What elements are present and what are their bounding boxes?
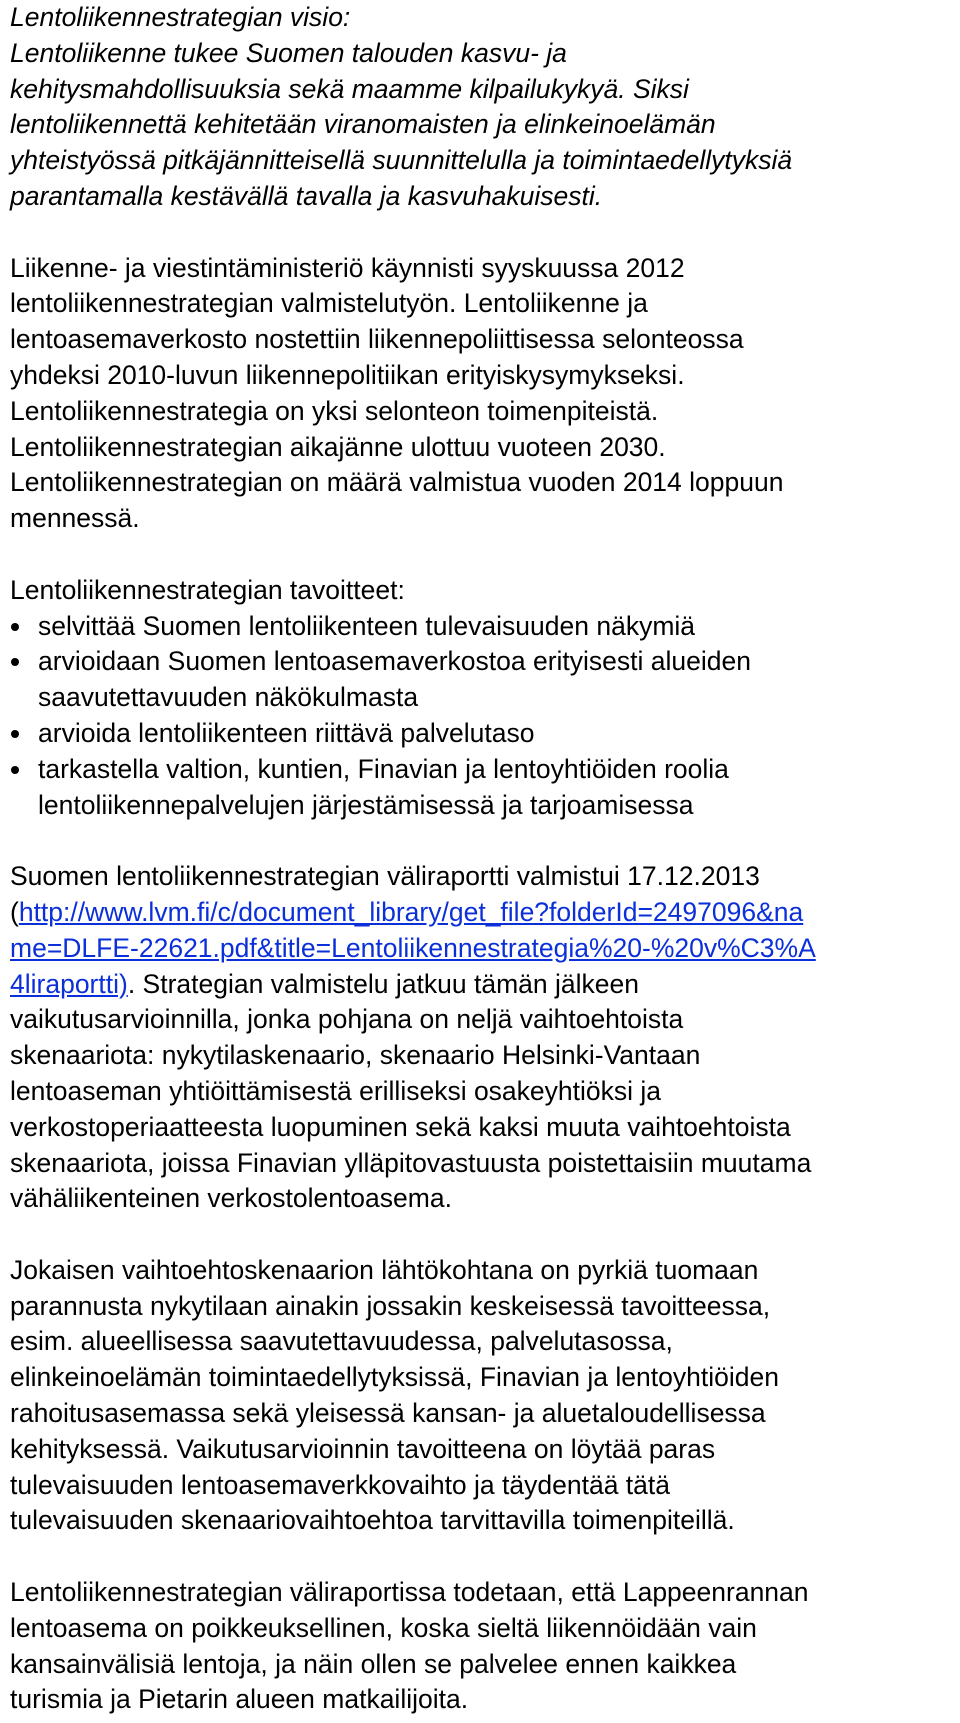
vision-paragraph (10, 0, 950, 215)
goals-item-line: saavutettavuuden näkökulmasta (38, 682, 419, 713)
goals-item-line: lentoliikennepalvelujen järjestämisessä ja tarjoamisessa (38, 789, 694, 820)
report-link-part-2[interactable]: me=DLFE-22621.pdf&title=Lentoliikennestrategia%20-%20v%C3%A (10, 932, 816, 963)
goals-item-line: arvioida lentoliikenteen riittävä palvelutaso (38, 717, 535, 748)
intro-line: Liikenne- ja viestintäministeriö käynnisti syyskuussa 2012 (10, 252, 685, 283)
scenarios-line: tulevaisuuden skenaariovaihtoehtoa tarvittavilla toimenpiteillä. (10, 1505, 735, 1536)
vision-line: parantamalla kestävällä tavalla ja kasvuhakuisesti. (10, 180, 603, 211)
intro-line: Lentoliikennestrategian aikajänne ulottuu vuoteen 2030. (10, 431, 666, 462)
vision-line: Lentoliikenne tukee Suomen talouden kasvu- ja (10, 37, 567, 68)
vision-line: yhteistyössä pitkäjännitteisellä suunnittelulla ja toimintaedellytyksiä (10, 145, 793, 176)
bullet-icon (11, 730, 19, 738)
vision-line: kehitysmahdollisuuksia sekä maamme kilpailukykyä. Siksi (10, 73, 689, 104)
report-after-link: . Strategian valmistelu jatkuu tämän jälkeen (127, 968, 639, 999)
goals-heading: Lentoliikennestrategian tavoitteet: (10, 574, 405, 605)
intro-line: lentoliikennestrategian valmistelutyön. Lentoliikenne ja (10, 288, 648, 319)
report-link-line (10, 931, 950, 967)
report-line: skenaariota, joissa Finavian ylläpitovastuusta poistettaisiin muutama (10, 1147, 812, 1178)
paragraph-gap (10, 215, 950, 251)
goals-item-line: selvittää Suomen lentoliikenteen tulevaisuuden näkymiä (38, 610, 696, 641)
report-paren: ( (10, 896, 19, 927)
paragraph-gap (10, 1539, 950, 1575)
scenarios-line: Jokaisen vaihtoehtoskenaarion lähtökohtana on pyrkiä tuomaan (10, 1254, 759, 1285)
goals-list-item (10, 716, 950, 752)
scenarios-line: tulevaisuuden lentoasemaverkkovaihto ja täydentää tätä (10, 1469, 670, 1500)
paragraph-gap (10, 823, 950, 859)
report-line: Suomen lentoliikennestrategian väliraportti valmistui 17.12.2013 (10, 861, 760, 892)
scenarios-line: rahoitusasemassa sekä yleisessä kansan- ja aluetaloudellisessa (10, 1398, 766, 1429)
report-line: vaikutusarvioinnilla, jonka pohjana on neljä vaihtoehtoista (10, 1004, 684, 1035)
goals-item-line: tarkastella valtion, kuntien, Finavian ja lentoyhtiöiden roolia (38, 753, 729, 784)
goals-list-item (10, 609, 950, 645)
report-line: verkostoperiaatteesta luopuminen sekä kaksi muuta vaihtoehtoista (10, 1111, 791, 1142)
paragraph-gap (10, 537, 950, 573)
report-line: lentoaseman yhtiöittämisestä erilliseksi osakeyhtiöksi ja (10, 1075, 662, 1106)
goals-list-item (10, 752, 950, 824)
bullet-icon (11, 623, 19, 631)
intro-line: yhdeksi 2010-luvun liikennepolitiikan erityiskysymykseksi. (10, 359, 685, 390)
lappeenranta-line: lentoasema on poikkeuksellinen, koska sieltä liikennöidään vain (10, 1612, 757, 1643)
scenarios-line: esim. alueellisessa saavutettavuudessa, palvelutasossa, (10, 1326, 673, 1357)
goals-item-line: arvioidaan Suomen lentoasemaverkostoa erityisesti alueiden (38, 646, 751, 677)
goals-list (10, 609, 950, 824)
intro-line: Lentoliikennestrategia on yksi selonteon toimenpiteistä. (10, 395, 659, 426)
intro-line: Lentoliikennestrategian on määrä valmistua vuoden 2014 loppuun (10, 467, 784, 498)
lappeenranta-line: kansainvälisiä lentoja, ja näin ollen se palvelee ennen kaikkea (10, 1648, 737, 1679)
report-link-part-1[interactable]: http://www.lvm.fi/c/document_library/get_file?folderId=2497096&na (18, 896, 804, 927)
report-line: skenaariota: nykytilaskenaario, skenaario Helsinki-Vantaan (10, 1040, 701, 1071)
vision-line: lentoliikennettä kehitetään viranomaisten ja elinkeinoelämän (10, 109, 716, 140)
bullet-icon (11, 766, 19, 774)
report-link-line (10, 895, 950, 931)
lappeenranta-line: Lentoliikennestrategian väliraportissa todetaan, että Lappeenrannan (10, 1577, 809, 1608)
report-link-line (10, 967, 950, 1003)
report-paragraph (10, 859, 950, 1217)
lappeenranta-line: turismia ja Pietarin alueen matkailijoita. (10, 1684, 469, 1715)
intro-line: lentoasemaverkosto nostettiin liikennepoliittisessa selonteossa (10, 324, 744, 355)
intro-paragraph (10, 251, 950, 537)
vision-heading: Lentoliikennestrategian visio: (10, 2, 351, 32)
report-link-part-3[interactable]: 4liraportti) (10, 968, 128, 999)
lappeenranta-paragraph (10, 1575, 950, 1718)
goals-section (10, 573, 950, 824)
scenarios-line: parannusta nykytilaan ainakin jossakin keskeisessä tavoitteessa, (10, 1290, 771, 1321)
intro-line: mennessä. (10, 503, 140, 534)
scenarios-paragraph (10, 1253, 950, 1539)
scenarios-line: elinkeinoelämän toimintaedellytyksissä, Finavian ja lentoyhtiöiden (10, 1362, 779, 1393)
bullet-icon (11, 658, 19, 666)
scenarios-line: kehityksessä. Vaikutusarvioinnin tavoitteena on löytää paras (10, 1433, 716, 1464)
report-line: vähäliikenteinen verkostolentoasema. (10, 1183, 452, 1214)
goals-list-item (10, 644, 950, 716)
paragraph-gap (10, 1217, 950, 1253)
